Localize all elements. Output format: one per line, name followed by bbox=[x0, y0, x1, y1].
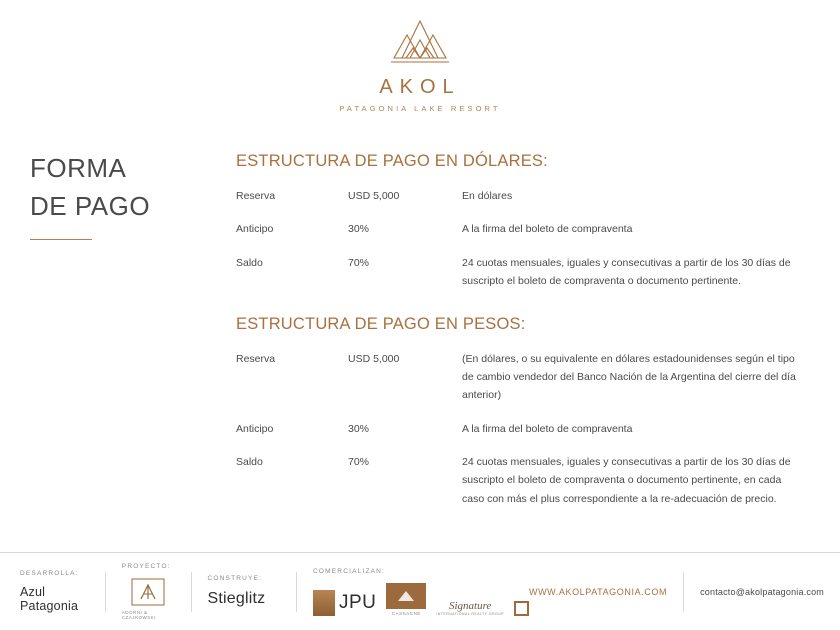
footer-builder bbox=[208, 575, 281, 608]
row-value: USD 5,000 bbox=[348, 352, 400, 365]
email-link[interactable]: contacto@akolpatagonia.com bbox=[700, 586, 825, 597]
section-title: ESTRUCTURA DE PAGO EN DÓLARES: bbox=[236, 152, 548, 170]
payment-structure-content bbox=[236, 152, 802, 508]
marketer-cassagne-name: CASSAGNE bbox=[391, 610, 421, 616]
brand-tagline: PATAGONIA LAKE RESORT bbox=[339, 104, 501, 113]
marketer-cassagne bbox=[386, 583, 426, 616]
brand-logo-block bbox=[0, 18, 840, 113]
table-row bbox=[236, 187, 802, 205]
title-divider bbox=[30, 239, 92, 240]
row-label: Saldo bbox=[236, 256, 263, 269]
builder-name: Stieglitz bbox=[207, 590, 266, 607]
row-value: 70% bbox=[348, 256, 370, 269]
row-label: Reserva bbox=[236, 190, 276, 202]
footer-contact bbox=[529, 572, 824, 612]
table-row bbox=[236, 350, 802, 405]
page-title-line-2: DE PAGO bbox=[30, 190, 151, 221]
developer-caption: DESARROLLA: bbox=[20, 570, 79, 577]
footer-divider bbox=[191, 572, 192, 612]
footer-developer bbox=[20, 570, 89, 613]
row-description: 24 cuotas mensuales, iguales y consecutivas a partir de los 30 días de suscripto el boleto de compraventa o documento pertinente, en cada caso con más el plus correspondiente a la re-adecuación de precio. bbox=[462, 456, 791, 505]
page-title bbox=[30, 150, 220, 240]
project-caption: PROYECTO: bbox=[121, 563, 171, 570]
row-value: 70% bbox=[348, 456, 370, 468]
row-value: 30% bbox=[348, 223, 370, 236]
mountain-peaks-icon bbox=[383, 18, 457, 70]
footer-divider bbox=[683, 572, 684, 612]
row-description: 24 cuotas mensuales, iguales y consecutivas a partir de los 30 días de suscripto el boleto de compraventa o documento pertinente. bbox=[462, 256, 791, 288]
footer-project bbox=[122, 563, 175, 620]
cassagne-logo-icon bbox=[386, 583, 426, 609]
section-dolares bbox=[236, 152, 802, 291]
footer bbox=[0, 552, 840, 630]
marketer-signature-name: Signature bbox=[449, 599, 492, 612]
square-outline-icon bbox=[514, 601, 529, 616]
marketer-signature bbox=[436, 600, 504, 616]
row-label: Saldo bbox=[236, 456, 263, 468]
marketers-caption: COMERCIALIZAN: bbox=[313, 567, 386, 575]
row-label: Reserva bbox=[236, 352, 276, 365]
row-description: A la firma del boleto de compraventa bbox=[462, 223, 633, 236]
row-description: A la firma del boleto de compraventa bbox=[462, 422, 633, 435]
builder-caption: CONSTRUYE: bbox=[207, 575, 263, 582]
table-row bbox=[236, 220, 802, 238]
project-logo-caption: ADORNI & CZAJKOWSKI bbox=[121, 610, 157, 620]
page-title-line-1: FORMA bbox=[30, 153, 127, 183]
table-row bbox=[236, 453, 802, 508]
website-link[interactable]: WWW.AKOLPATAGONIA.COM bbox=[528, 586, 668, 597]
row-value: 30% bbox=[348, 422, 370, 435]
jpu-mark-icon bbox=[313, 590, 335, 616]
row-label: Anticipo bbox=[236, 422, 274, 435]
table-row bbox=[236, 254, 802, 291]
marketer-jpu-name: JPU bbox=[339, 591, 377, 613]
footer-divider bbox=[296, 572, 297, 612]
marketer-signature-sub: INTERNATIONAL REALTY GROUP bbox=[436, 611, 504, 616]
row-value: USD 5,000 bbox=[348, 190, 400, 202]
row-description: (En dólares, o su equivalente en dólares estadounidenses según el tipo de cambio vendedor del Banco Nación de la Argentina del cierre del día anterior) bbox=[462, 352, 796, 402]
marketer-jpu bbox=[313, 590, 376, 616]
developer-name: Azul Patagonia bbox=[20, 585, 79, 613]
table-row bbox=[236, 420, 802, 438]
row-description: En dólares bbox=[462, 190, 513, 202]
footer-marketers bbox=[313, 568, 529, 616]
brand-name: AKOL bbox=[379, 76, 461, 98]
akol-arquitectura-icon bbox=[122, 578, 175, 620]
section-title: ESTRUCTURA DE PAGO EN PESOS: bbox=[236, 314, 526, 333]
section-pesos bbox=[236, 315, 802, 509]
footer-divider bbox=[105, 572, 106, 612]
row-label: Anticipo bbox=[236, 223, 274, 236]
